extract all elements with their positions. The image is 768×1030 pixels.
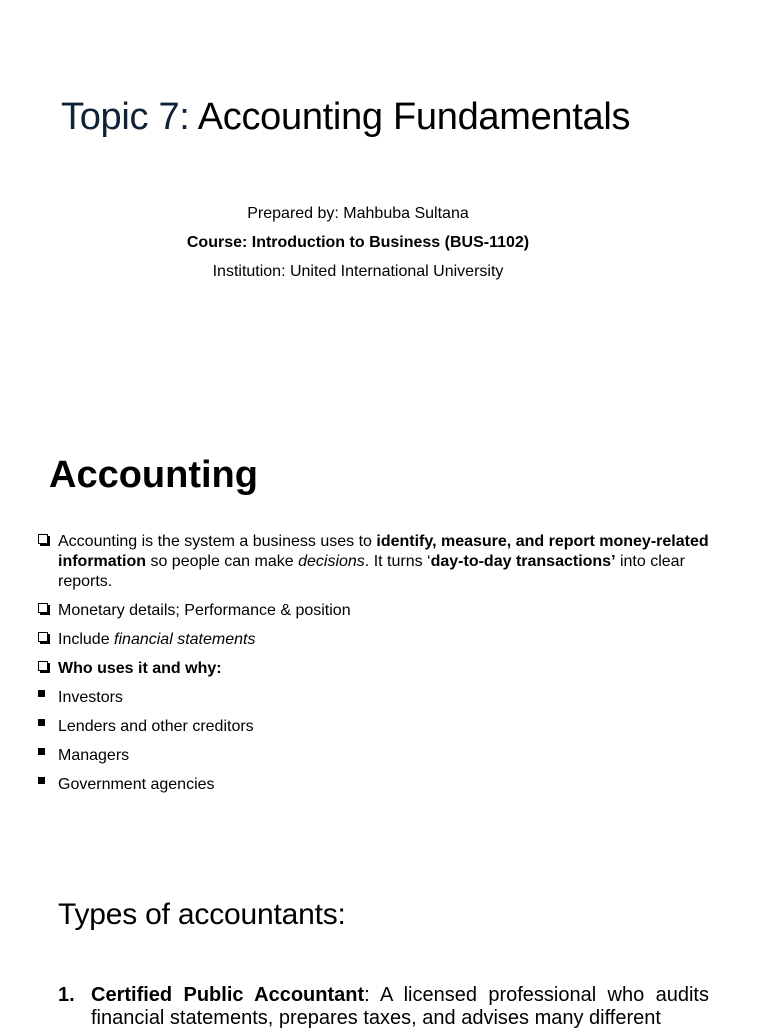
list-item: Government agencies bbox=[38, 775, 720, 795]
list-item: Accounting is the system a business uses to identify, measure, and report money-related information so people can make decisions. It turns ‘day-to-day transactions’ into clear reports. bbox=[38, 532, 720, 592]
page-title bbox=[61, 96, 630, 139]
institution-line: Institution: United International University bbox=[212, 263, 504, 280]
types-heading: Types of accountants: bbox=[58, 898, 346, 931]
prepared-by: Prepared by: Mahbuba Sultana bbox=[247, 205, 469, 222]
accounting-heading: Accounting bbox=[49, 454, 258, 496]
list-item: Monetary details; Performance & position bbox=[38, 601, 720, 621]
square-bullet-icon bbox=[38, 748, 45, 755]
checkbox-bullet-icon bbox=[38, 661, 48, 671]
checkbox-bullet-icon bbox=[38, 603, 48, 613]
accounting-bullets bbox=[38, 532, 720, 804]
square-bullet-icon bbox=[38, 777, 45, 784]
list-item: Managers bbox=[38, 746, 720, 766]
checkbox-bullet-icon bbox=[38, 632, 48, 642]
checkbox-bullet-icon bbox=[38, 534, 48, 544]
title-topic-name: Accounting Fundamentals bbox=[189, 96, 631, 138]
title-topic-prefix: Topic 7: bbox=[61, 96, 190, 138]
item-text: : A licensed professional who audits financial statements, prepares taxes, and advises many different bbox=[91, 984, 709, 1029]
item-term: Certified Public Accountant bbox=[91, 984, 365, 1006]
list-item: Lenders and other creditors bbox=[38, 717, 720, 737]
list-item: Who uses it and why: bbox=[38, 659, 720, 679]
square-bullet-icon bbox=[38, 719, 45, 726]
item-number: 1. bbox=[58, 984, 75, 1006]
types-list bbox=[58, 984, 709, 1030]
list-item bbox=[58, 984, 709, 1030]
list-item: Investors bbox=[38, 688, 720, 708]
course-line: Course: Introduction to Business (BUS-1102) bbox=[186, 234, 530, 251]
square-bullet-icon bbox=[38, 690, 45, 697]
list-item: Include financial statements bbox=[38, 630, 720, 650]
